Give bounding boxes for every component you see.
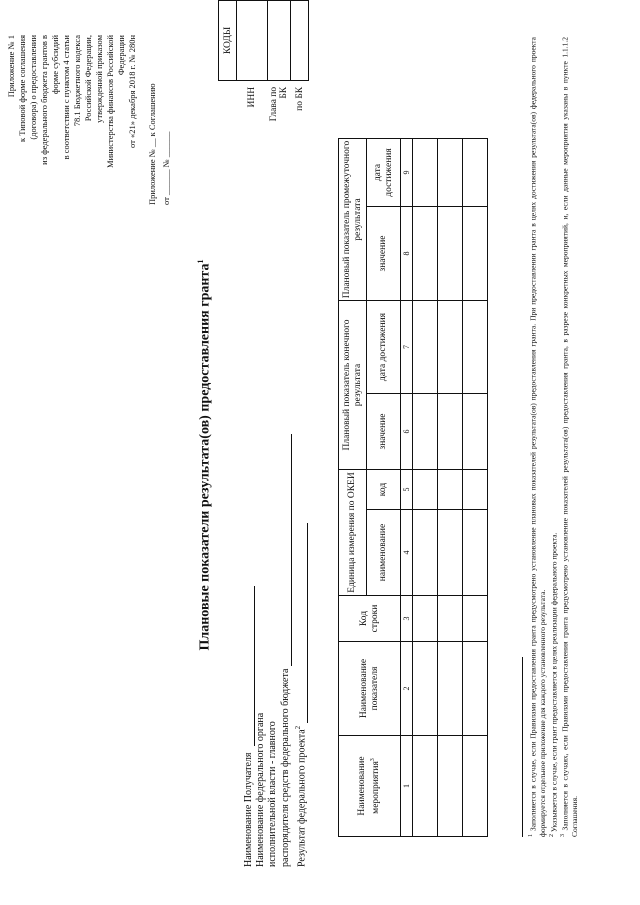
recipient-label: Наименование Получателя (243, 752, 254, 867)
table-cell[interactable] (438, 736, 463, 837)
federal-body-field (280, 267, 292, 867)
table-cell[interactable] (413, 510, 438, 596)
table-cell[interactable] (438, 139, 463, 207)
column-number: 9 (401, 139, 413, 207)
chapter-label-1: Глава по (269, 86, 279, 122)
table-cell[interactable] (413, 642, 438, 736)
column-number: 4 (401, 510, 413, 596)
table-cell[interactable] (438, 207, 463, 301)
federal-body-label-2: исполнительной власти - главного (267, 721, 279, 867)
column-number: 8 (401, 207, 413, 301)
bk-label: по БК (294, 86, 305, 111)
bk-code-cell (291, 1, 309, 81)
col-unit-header: Единица измерения по ОКЕИ (339, 470, 367, 596)
document-title (196, 25, 214, 885)
chapter-label-2: БК (279, 86, 289, 99)
table-cell[interactable] (413, 139, 438, 207)
agreement-reference (145, 35, 173, 205)
table-row (463, 139, 488, 837)
table-cell[interactable] (438, 394, 463, 470)
chapter-label (268, 80, 291, 130)
appendix-line: Приложение № 1 (6, 35, 16, 98)
title-footnote-mark: 1 (196, 259, 205, 264)
table-cell[interactable] (413, 596, 438, 642)
table-cell[interactable] (463, 736, 488, 837)
footnote-3 (559, 37, 580, 837)
table-cell[interactable] (413, 394, 438, 470)
table-cell[interactable] (438, 642, 463, 736)
table-cell[interactable] (463, 207, 488, 301)
table-cell[interactable] (463, 596, 488, 642)
column-number: 6 (401, 394, 413, 470)
table-row (438, 139, 463, 837)
table-row (413, 139, 438, 837)
footnote-2-text: Указывается в случае, если грант предоставляется в целях реализации федерального проекта. (549, 532, 559, 833)
project-result-label: Результат федерального проекта (296, 729, 308, 867)
header-fields (243, 267, 308, 867)
appendix-line: из федерального бюджета грантов в форме субсидий (39, 35, 60, 165)
appendix-header (6, 35, 138, 170)
footnote-3-mark: 3 (559, 834, 566, 837)
agreement-ref-line-2: от ______ № ______ (161, 131, 171, 205)
table-cell[interactable] (413, 207, 438, 301)
col-indicator-header: Наименование показателя (339, 642, 401, 736)
agreement-ref-line-1: Приложение № __ к Соглашению (147, 83, 157, 205)
column-number: 3 (401, 596, 413, 642)
inn-code-cell (237, 1, 268, 81)
column-number: 2 (401, 642, 413, 736)
col-interim-date-header: дата достижения (367, 139, 401, 207)
table-cell[interactable] (438, 596, 463, 642)
col-unit-code-header: код (367, 470, 401, 510)
footnote-2 (548, 37, 559, 837)
footnote-1-text: Заполняется в случае, если Правилами предоставления гранта предусмотрено установление плановых показателей результата(ов) предоставления гранта. При предоставлении гранта в целях достижения результата(ов) федерального проекта формируется отдельное приложение для каждого установленного результата. (528, 36, 548, 837)
table-cell[interactable] (413, 470, 438, 510)
column-number: 5 (401, 470, 413, 510)
codes-table (218, 0, 309, 130)
project-result-field (292, 267, 309, 867)
table-cell[interactable] (463, 301, 488, 394)
table-cell[interactable] (438, 470, 463, 510)
footnote-3-text: Заполняется в случаях, если Правилами предоставления гранта предусмотрено установление показателей результата(ов) предоставления гранта, в разрезе конкретных мероприятий, и, если данные мероприятия указаны в пункте 1.1.1.2 Соглашения. (560, 37, 579, 837)
column-number: 7 (401, 301, 413, 394)
indicators-table (338, 138, 488, 837)
title-text: Плановые показатели результата(ов) предоставления гранта (197, 263, 213, 651)
footnote-1-mark: 1 (528, 834, 534, 837)
recipient-field (243, 267, 255, 867)
recipient-line (244, 586, 255, 746)
project-result-line (297, 523, 308, 723)
federal-body-label-3: распорядителя средств федерального бюджета (279, 668, 291, 867)
chapter-code-cell (268, 1, 291, 81)
col-final-date-header: дата достижения (367, 301, 401, 394)
appendix-line: Министерства финансов Российской Федерации (105, 35, 126, 168)
col-final-header: Плановый показатель конечного результата (339, 301, 367, 470)
footnote-separator (522, 657, 523, 837)
column-numbers-row (401, 139, 413, 837)
col-unit-name-header: наименование (367, 510, 401, 596)
col-interim-value-header: значение (367, 207, 401, 301)
column-number: 1 (401, 736, 413, 837)
federal-body-line (281, 434, 292, 666)
col-event-header: Наименование мероприятия$^3$ (339, 736, 401, 837)
table-cell[interactable] (413, 736, 438, 837)
table-cell[interactable] (463, 510, 488, 596)
footnote-2-mark: 2 (548, 834, 555, 837)
table-cell[interactable] (463, 139, 488, 207)
appendix-line: в соответствии с пунктом 4 статьи 78.1 Бюджетного кодекса (61, 35, 82, 160)
footnotes (527, 37, 579, 837)
project-result-footnote-mark: 2 (293, 725, 302, 730)
col-event-footnote-mark: 3 (369, 758, 376, 762)
table-cell[interactable] (438, 510, 463, 596)
table-cell[interactable] (413, 301, 438, 394)
table-cell[interactable] (463, 470, 488, 510)
table-cell[interactable] (463, 642, 488, 736)
appendix-line: Российской Федерации, утвержденной приказом (83, 35, 104, 123)
appendix-line: от «21» декабря 2018 г. № 280н (127, 35, 137, 149)
federal-body-label-1: Наименование федерального органа (255, 712, 267, 867)
inn-label: ИНН (247, 86, 257, 108)
col-code-header: Код строки (339, 596, 401, 642)
footnote-1 (527, 37, 548, 837)
col-interim-header: Плановый показатель промежуточного результата (339, 139, 367, 301)
table-cell[interactable] (438, 301, 463, 394)
appendix-line: к Типовой форме соглашения (договора) о предоставлении (17, 35, 38, 143)
table-cell[interactable] (463, 394, 488, 470)
col-final-value-header: значение (367, 394, 401, 470)
codes-header: КОДЫ (219, 1, 237, 81)
